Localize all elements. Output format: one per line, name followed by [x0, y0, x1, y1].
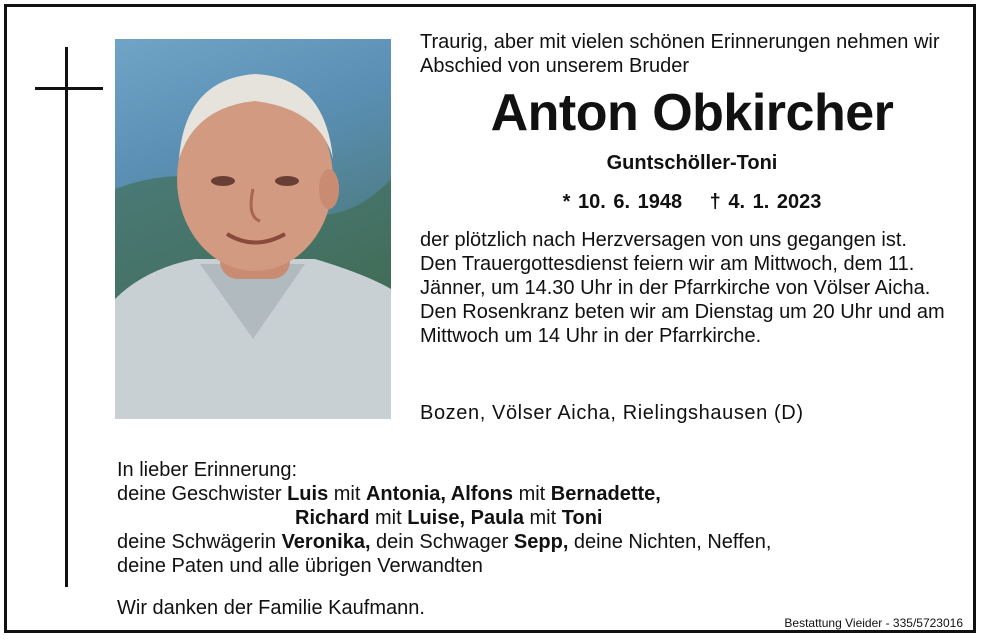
- body-line: Den Trauergottesdienst feiern wir am Mittwoch, dem 11. Jänner, um 14.30 Uhr in der Pfarrkirche von Völser Aicha.: [420, 253, 931, 299]
- nickname: Guntschöller-Toni: [606, 152, 778, 174]
- deceased-name: Anton Obkircher: [490, 84, 894, 142]
- death-date: † 4. 1. 2023: [709, 191, 822, 213]
- family-line: deine Paten und alle übrigen Verwandten: [117, 555, 483, 577]
- funeral-home-credit: Bestattung Vieider - 335/5723016: [784, 616, 963, 630]
- family-line: deine Geschwister Luis mit Antonia, Alfons mit Bernadette,: [117, 483, 661, 505]
- intro-text: Traurig, aber mit vielen schönen Erinnerungen nehmen wir Abschied von unserem Bruder: [420, 31, 940, 77]
- thanks-line: Wir danken der Familie Kaufmann.: [117, 597, 425, 619]
- life-dates: [427, 191, 957, 214]
- body-line: Den Rosenkranz beten wir am Dienstag um 20 Uhr und am Mittwoch um 14 Uhr in der Pfarrkirche.: [420, 301, 945, 347]
- cross-icon-vertical: [65, 47, 68, 587]
- obituary-frame: [4, 4, 976, 633]
- family-line: Richard mit Luise, Paula mit Toni: [295, 507, 603, 529]
- birth-date: * 10. 6. 1948: [562, 191, 683, 213]
- family-list: [117, 458, 937, 578]
- family-line: deine Schwägerin Veronika, dein Schwager Sepp, deine Nichten, Neffen,: [117, 531, 772, 553]
- portrait-photo: [115, 39, 391, 419]
- family-heading: In lieber Erinnerung:: [117, 459, 298, 481]
- places-line: Bozen, Völser Aicha, Rielingshausen (D): [420, 402, 804, 424]
- body-line: der plötzlich nach Herzversagen von uns gegangen ist.: [420, 229, 907, 251]
- announcement-body: [420, 228, 965, 348]
- cross-icon-horizontal: [35, 87, 103, 90]
